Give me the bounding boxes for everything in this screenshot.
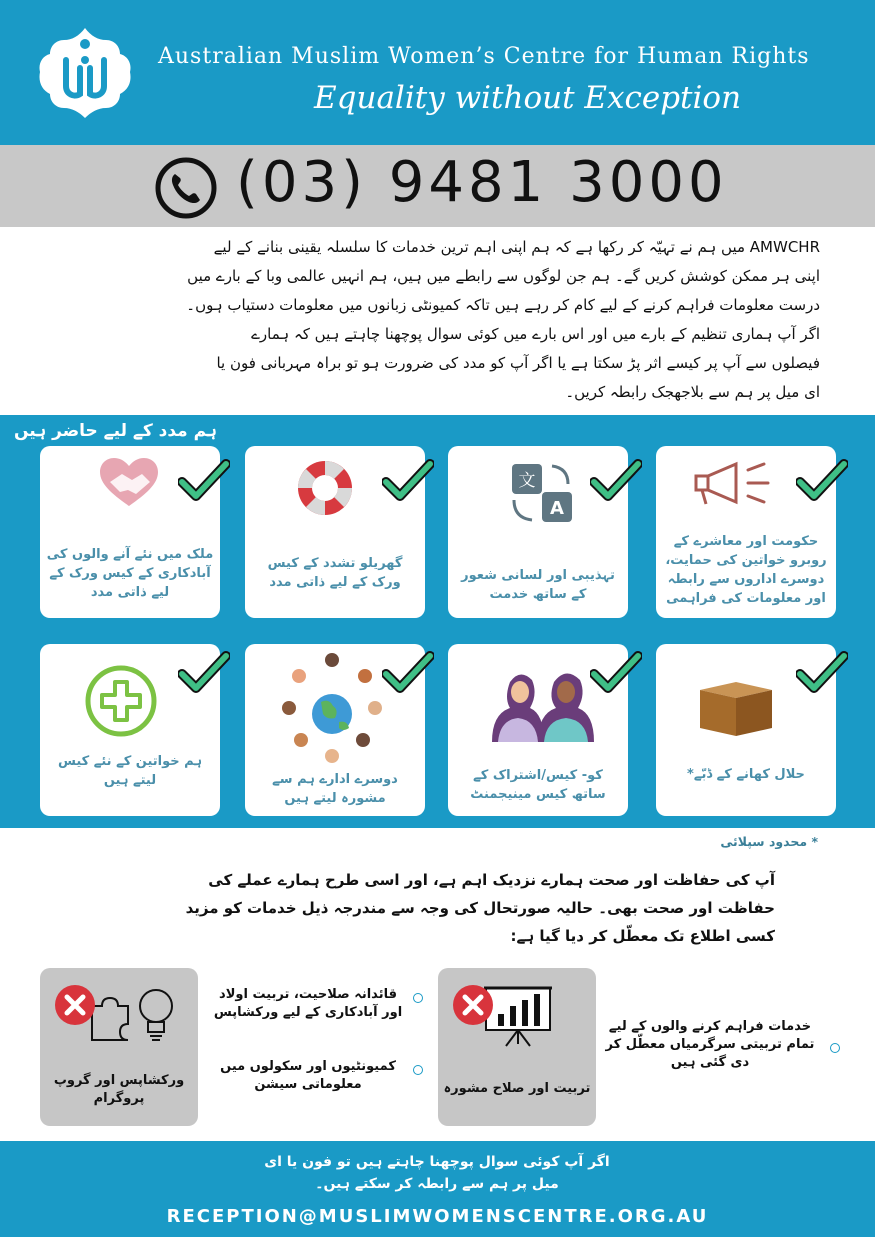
check-icon (590, 458, 642, 502)
plus-circle-icon (84, 664, 158, 738)
handshake-heart-icon (98, 456, 160, 508)
workshops-box-label: ورکشاپس اور گروپ پروگرام (53, 1073, 185, 1106)
x-circle-icon (54, 984, 96, 1026)
service-card-label: حکومت اور معاشرے کے روبرو خواتین کی حمایت، دوسرے اداروں سے رابطہ اور معلومات کی فراہمی (665, 534, 827, 606)
organization-logo-icon (36, 24, 134, 120)
help-section-title: ہم مدد کے لیے حاضر ہیں (14, 421, 217, 441)
check-icon (796, 650, 848, 694)
intro-line: فیصلوں سے آپ پر کیسے اثر پڑ سکتا ہے یا اگر آپ کو مدد کی ضرورت ہو تو براہ مہربانی فون یا (216, 354, 820, 372)
phone-number[interactable]: (03) 9481 3000 (236, 150, 728, 215)
phone-icon (155, 157, 217, 219)
bullet-text: خدمات فراہم کرنے والوں کے لیے تمام تربیتی سرگرمیاں معطّل کر دی گئی ہیں (605, 1019, 815, 1070)
intro-line: اپنی ہر ممکن کوشش کریں گے۔ ہم جن لوگوں سے رابطے میں ہیں، ہم انہیں عالمی وبا کے بارے میں (187, 267, 820, 285)
intro-line: AMWCHR میں ہم نے تہیّہ کر رکھا ہے کہ ہم اپنی اہم ترین خدمات کا سلسلہ یقینی بنانے کے لیے (213, 238, 820, 256)
service-card-label: ملک میں نئے آنے والوں کی آبادکاری کے کیس ورک کے لیے ذاتی مدد (46, 547, 214, 600)
service-card-label: گھریلو تشدد کے کیس ورک کے لیے ذاتی مدد (267, 556, 403, 590)
box-icon (696, 674, 776, 738)
bullet-dot-icon (413, 1065, 423, 1075)
tagline: Equality without Exception (314, 80, 742, 116)
limited-supply-note: * محدود سپلائی (720, 834, 818, 849)
check-icon (796, 458, 848, 502)
bullet-text: قائدانہ صلاحیت، تربیت اولاد اور آبادکاری کے لیے ورکشاپس (213, 987, 403, 1020)
suspended-line: حفاظت اور صحت بھی۔ حالیہ صورتحال کی وجہ سے مندرجہ ذیل خدمات کو مزید (185, 899, 775, 917)
intro-line: درست معلومات فراہم کرنے کے لیے کام کر رہے ہیں تاکہ کمیونٹی زبانوں میں معلومات دستیاب ہوں۔ (186, 296, 820, 314)
footer-line: میل پر ہم سے رابطہ کر سکتے ہیں۔ (315, 1176, 559, 1192)
check-icon (178, 458, 230, 502)
women-chatting-icon (484, 658, 598, 742)
footer-contact-text (187, 1151, 687, 1195)
globe-people-icon (277, 650, 387, 768)
suspended-line: آپ کی حفاظت اور صحت ہمارے نزدیک اہم ہے، اور اسی طرح ہمارے عملے کی (208, 871, 775, 889)
lifebuoy-icon (295, 458, 355, 518)
suspended-services-paragraph (95, 866, 775, 950)
training-box-label: تربیت اور صلاح مشورہ (443, 1081, 591, 1096)
suspended-line: کسی اطلاع تک معطّل کر دیا گیا ہے: (510, 927, 775, 945)
megaphone-icon (694, 460, 778, 506)
organization-name: Australian Muslim Women’s Centre for Human Rights (158, 44, 810, 69)
svg-text:文: 文 (518, 471, 536, 491)
bullet-dot-icon (830, 1043, 840, 1053)
intro-line: ای میل پر ہم سے بلاجھجک رابطہ کریں۔ (565, 383, 820, 401)
x-circle-icon (452, 984, 494, 1026)
check-icon (382, 458, 434, 502)
service-card-label: تہذیبی اور لسانی شعور کے ساتھ خدمت (461, 568, 615, 602)
svg-text:A: A (550, 498, 564, 519)
service-card-label: کو- کیس/اشتراک کے ساتھ کیس مینیجمنٹ (470, 768, 606, 802)
check-icon (178, 650, 230, 694)
translate-icon (508, 460, 578, 526)
service-card-label: دوسرے ادارے ہم سے مشورہ لیتے ہیں (272, 772, 398, 806)
email-link[interactable]: RECEPTION@MUSLIMWOMENSCENTRE.ORG.AU (166, 1206, 709, 1227)
bullet-dot-icon (413, 993, 423, 1003)
footer-line: اگر آپ کوئی سوال پوچھنا چاہتے ہیں تو فون یا ای (264, 1154, 610, 1170)
bullet-text: کمیونٹیوں اور سکولوں میں معلوماتی سیشن (220, 1059, 396, 1092)
service-card-label: ہم خواتین کے نئے کیس لیتے ہیں (57, 754, 202, 788)
intro-line: اگر آپ ہماری تنظیم کے بارے میں اور اس بارے میں کوئی سوال پوچھنا چاہتے ہیں کہ ہمارے (251, 325, 820, 343)
check-icon (382, 650, 434, 694)
intro-paragraph (60, 233, 820, 407)
service-card-label: حلال کھانے کے ڈبّے* (687, 767, 805, 782)
puzzle-lightbulb-icon (84, 984, 184, 1044)
check-icon (590, 650, 642, 694)
